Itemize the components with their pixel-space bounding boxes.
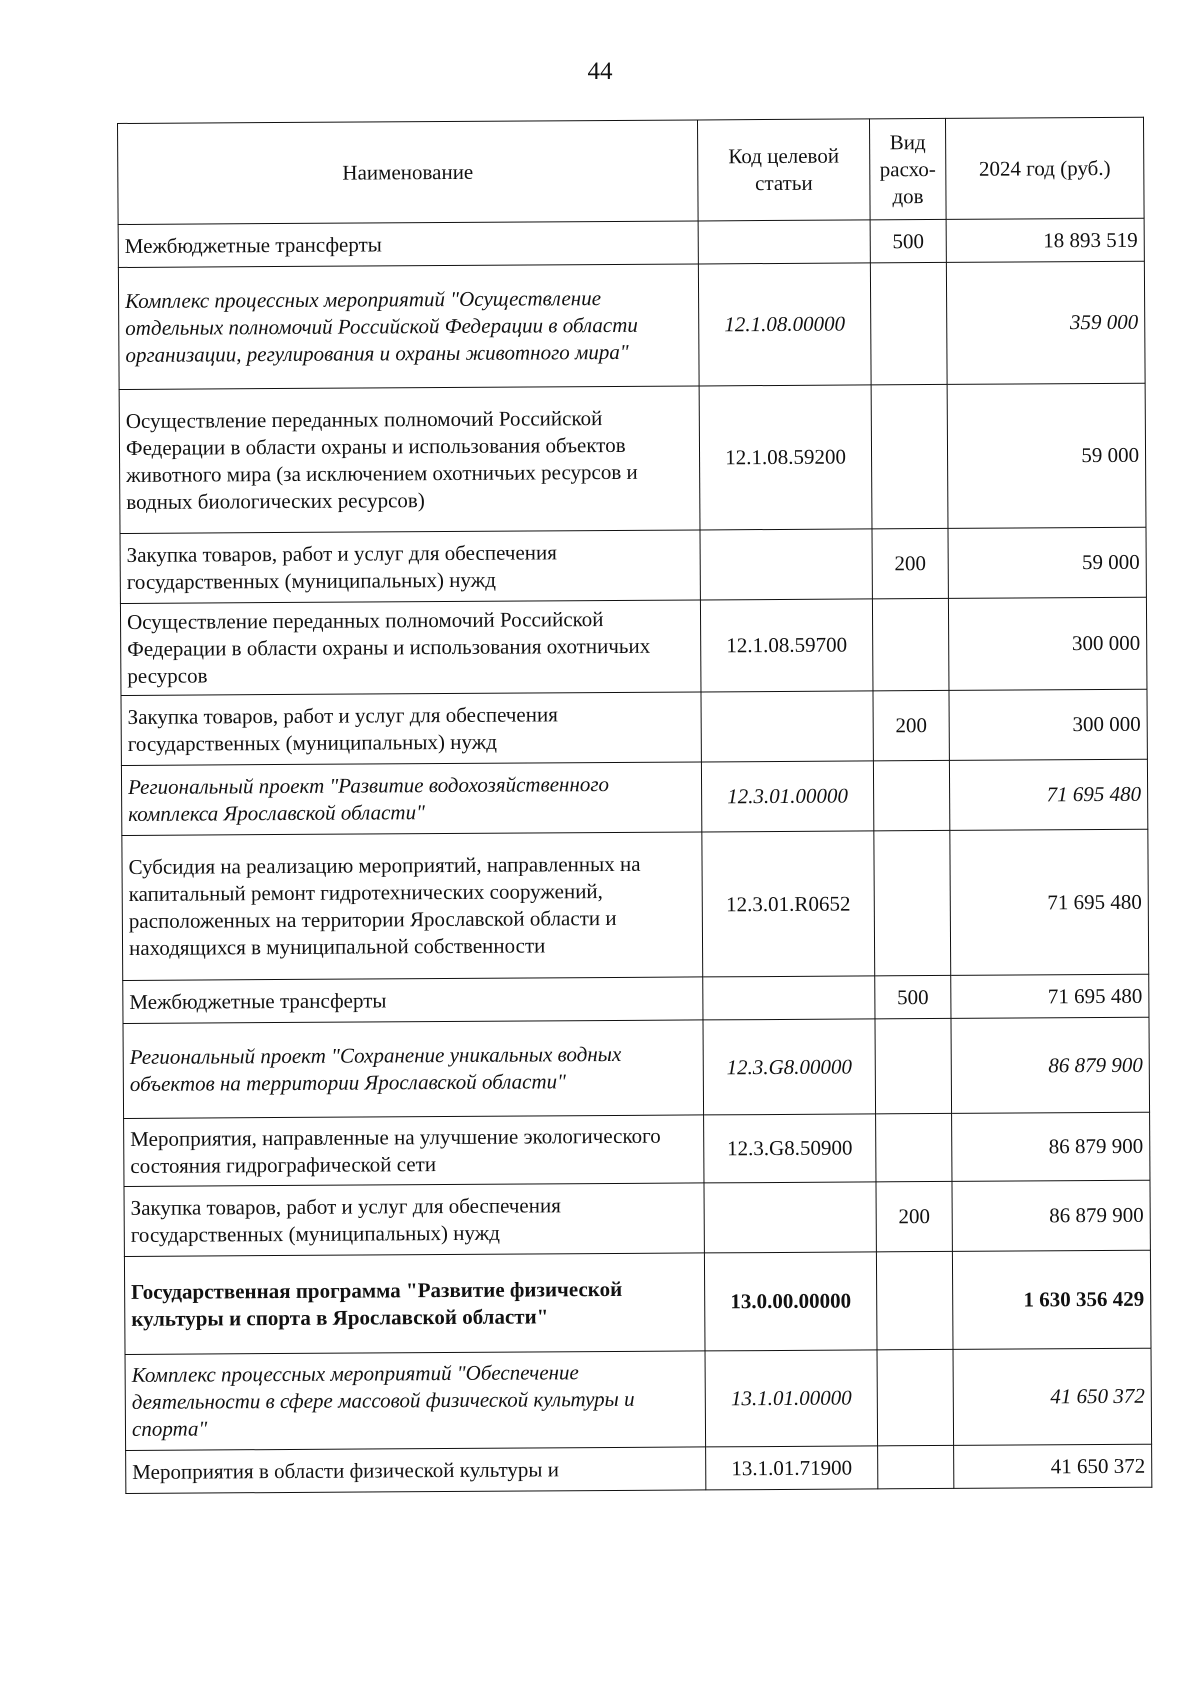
row-code xyxy=(700,529,872,600)
header-sum: 2024 год (руб.) xyxy=(945,117,1144,219)
row-sum: 86 879 900 xyxy=(952,1180,1150,1251)
row-sum: 71 695 480 xyxy=(951,974,1149,1018)
row-sum: 1 630 356 429 xyxy=(952,1250,1151,1349)
row-kind: 200 xyxy=(876,1181,952,1251)
row-name: Межбюджетные трансферты xyxy=(123,977,703,1024)
row-code: 12.1.08.59200 xyxy=(699,385,872,530)
row-kind: 200 xyxy=(873,690,949,760)
row-code: 13.1.01.00000 xyxy=(705,1350,878,1447)
table-row xyxy=(120,527,1146,603)
row-code xyxy=(701,691,873,762)
row-code: 12.1.08.00000 xyxy=(698,263,871,386)
table-row xyxy=(123,1017,1150,1118)
table-row xyxy=(118,261,1145,389)
row-sum: 71 695 480 xyxy=(949,759,1147,830)
row-code: 12.3.01.00000 xyxy=(701,761,873,832)
row-sum: 300 000 xyxy=(948,597,1147,690)
row-name: Субсидия на реализацию мероприятий, направленных на капитальный ремонт гидротехнических сооружений, расположенных на территории Ярославской области и находящихся в муниципальной собственности xyxy=(122,832,703,981)
row-kind xyxy=(878,1445,954,1488)
table-row xyxy=(124,1112,1150,1186)
row-name: Региональный проект "Сохранение уникальных водных объектов на территории Ярославской области" xyxy=(123,1020,704,1119)
row-code xyxy=(703,976,875,1020)
table-row xyxy=(126,1444,1152,1493)
table-row xyxy=(125,1348,1152,1450)
row-code: 12.3.G8.50900 xyxy=(704,1114,876,1183)
row-name: Межбюджетные трансферты xyxy=(118,221,698,268)
table-body xyxy=(118,218,1152,1493)
header-kind: Вид расхо-дов xyxy=(869,118,946,219)
row-kind: 500 xyxy=(870,219,946,262)
row-sum: 41 650 372 xyxy=(953,1348,1152,1445)
row-name: Комплекс процессных мероприятий "Обеспечение деятельности в сфере массовой физической культуры и спорта" xyxy=(125,1351,706,1451)
row-sum: 300 000 xyxy=(949,689,1147,760)
row-kind xyxy=(870,262,947,384)
table-row xyxy=(124,1250,1151,1354)
table-row xyxy=(121,759,1147,835)
row-code xyxy=(698,220,870,264)
row-kind xyxy=(872,598,949,690)
row-name: Региональный проект "Развитие водохозяйственного комплекса Ярославской области" xyxy=(121,762,701,836)
table-row xyxy=(121,689,1147,765)
row-name: Закупка товаров, работ и услуг для обеспечения государственных (муниципальных) нужд xyxy=(124,1183,704,1257)
row-sum: 71 695 480 xyxy=(950,829,1149,975)
row-sum: 18 893 519 xyxy=(946,218,1144,262)
row-sum: 359 000 xyxy=(946,261,1145,384)
row-name: Закупка товаров, работ и услуг для обеспечения государственных (муниципальных) нужд xyxy=(121,692,701,766)
header-code: Код целевой статьи xyxy=(697,119,870,221)
table-row xyxy=(122,829,1149,980)
table-row xyxy=(123,974,1149,1023)
row-kind xyxy=(877,1349,954,1445)
table-row xyxy=(120,597,1147,695)
row-code xyxy=(704,1182,876,1253)
table-header-row xyxy=(118,117,1145,224)
budget-table xyxy=(117,117,1152,1494)
row-code: 13.0.00.00000 xyxy=(704,1252,877,1351)
row-kind xyxy=(876,1251,953,1349)
row-name: Мероприятия в области физической культуры и xyxy=(126,1447,706,1494)
row-code: 12.3.01.R0652 xyxy=(702,831,875,977)
row-code: 13.1.01.71900 xyxy=(706,1446,878,1490)
row-kind: 500 xyxy=(875,975,951,1018)
row-kind xyxy=(876,1113,952,1181)
row-kind xyxy=(875,1018,952,1113)
table-row xyxy=(118,218,1144,267)
row-name: Мероприятия, направленные на улучшение экологического состояния гидрографической сети xyxy=(124,1115,704,1187)
row-name: Комплекс процессных мероприятий "Осуществление отдельных полномочий Российской Федерации в области организации, регулирования и охраны животного мира" xyxy=(118,264,699,390)
row-sum: 41 650 372 xyxy=(954,1444,1152,1488)
row-name: Осуществление переданных полномочий Российской Федерации в области охраны и использования охотничьих ресурсов xyxy=(120,600,701,696)
table-row xyxy=(119,383,1146,533)
row-sum: 59 000 xyxy=(947,383,1146,528)
row-code: 12.3.G8.00000 xyxy=(703,1019,876,1115)
page-number: 44 xyxy=(587,58,613,85)
row-sum: 86 879 900 xyxy=(951,1017,1150,1113)
row-code: 12.1.08.59700 xyxy=(700,599,873,692)
row-name: Государственная программа "Развитие физической культуры и спорта в Ярославской области" xyxy=(124,1253,705,1355)
row-sum: 59 000 xyxy=(948,527,1146,598)
header-name: Наименование xyxy=(118,120,699,225)
row-kind xyxy=(873,760,949,830)
row-kind: 200 xyxy=(872,528,948,598)
row-name: Закупка товаров, работ и услуг для обеспечения государственных (муниципальных) нужд xyxy=(120,530,700,604)
row-kind xyxy=(874,830,951,975)
row-kind xyxy=(871,384,948,528)
table-row xyxy=(124,1180,1150,1256)
row-sum: 86 879 900 xyxy=(952,1112,1150,1181)
row-name: Осуществление переданных полномочий Российской Федерации в области охраны и использования объектов животного мира (за исключением охотничьих ресурсов и водных биологических ресурсов) xyxy=(119,386,700,534)
